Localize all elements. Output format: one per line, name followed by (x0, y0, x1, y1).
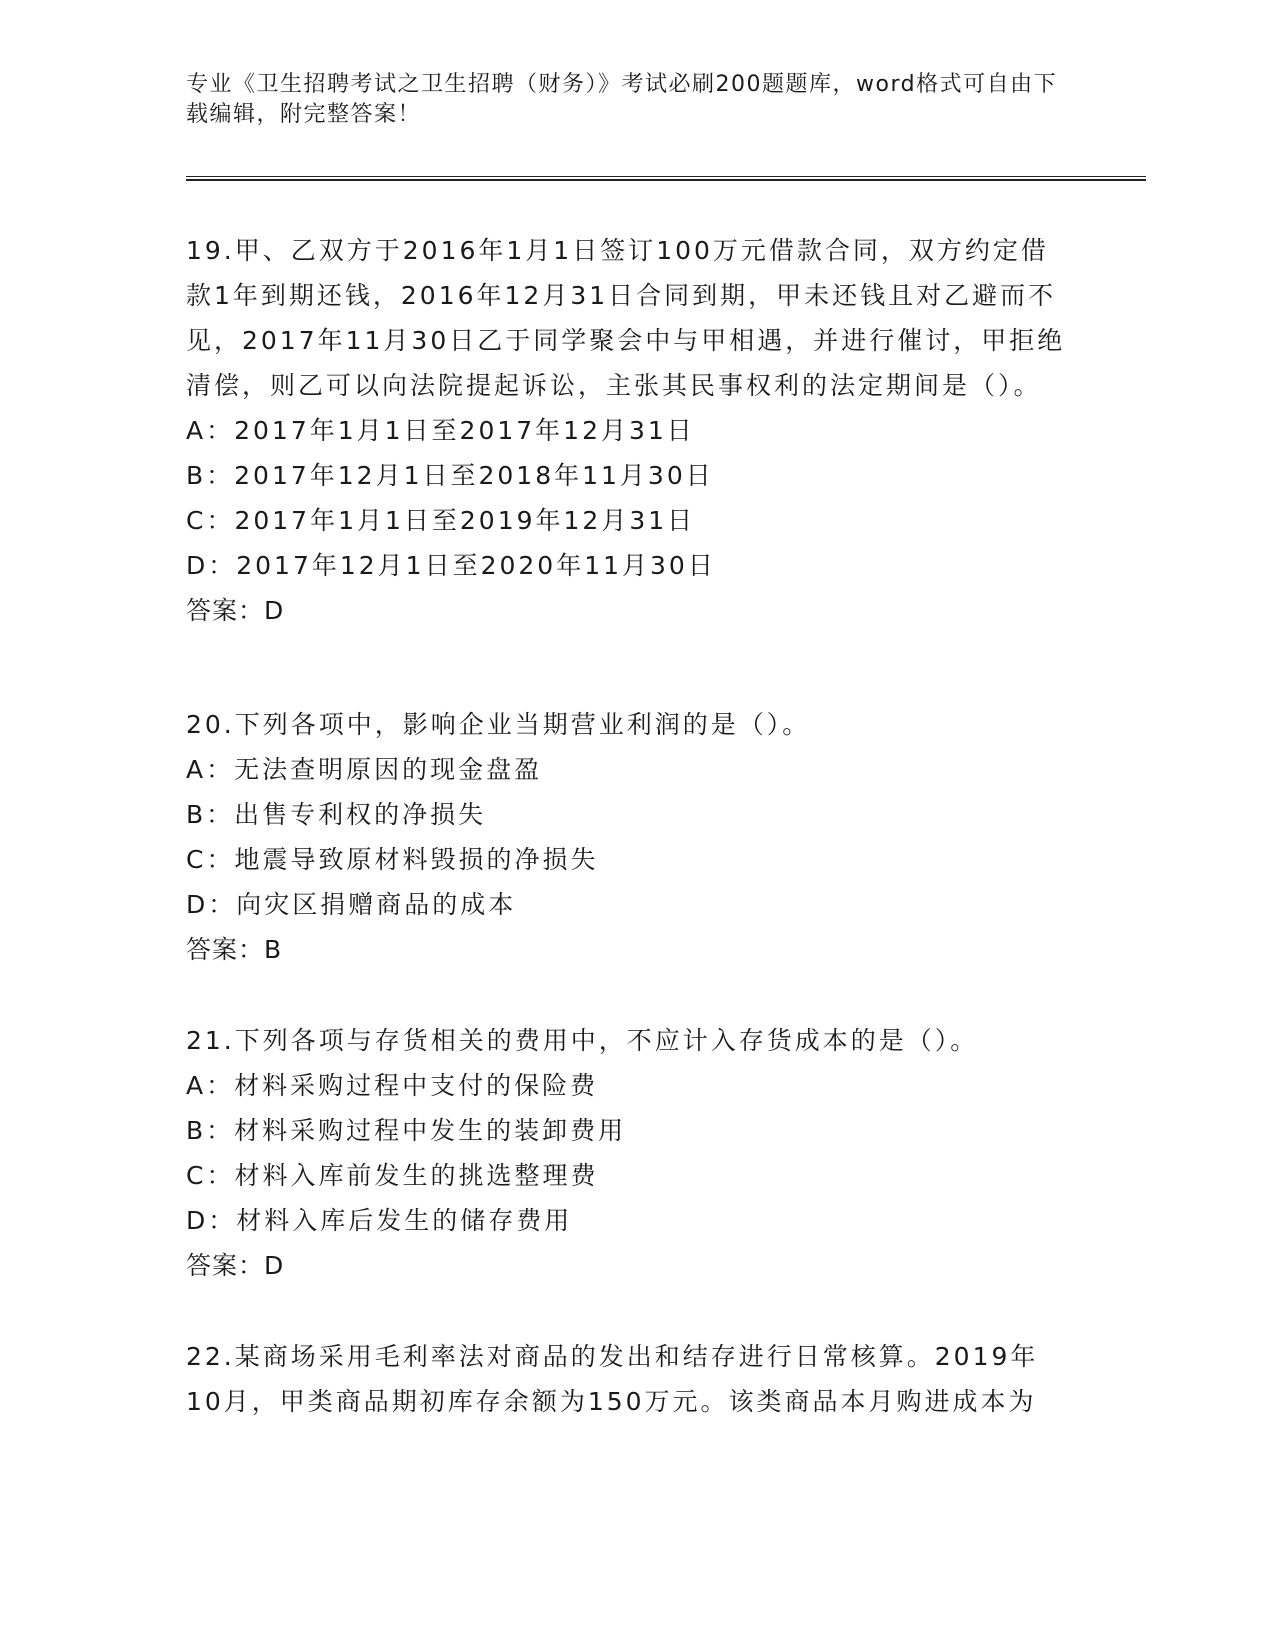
option-a: A：材料采购过程中支付的保险费 (186, 1071, 599, 1100)
header-divider (186, 176, 1146, 181)
document-header: 专业《卫生招聘考试之卫生招聘（财务）》考试必刷200题题库，word格式可自由下载编辑，附完整答案！ (186, 72, 1058, 127)
option-c: C：地震导致原材料毁损的净损失 (186, 845, 599, 874)
option-d: D：材料入库后发生的储存费用 (186, 1206, 573, 1235)
question-19 (186, 228, 1066, 633)
option-a: A：无法查明原因的现金盘盈 (186, 755, 543, 784)
question-stem: 22.某商场采用毛利率法对商品的发出和结存进行日常核算。2019年10月，甲类商品期初库存余额为150万元。该类商品本月购进成本为 (186, 1342, 1039, 1416)
option-b: B：出售专利权的净损失 (186, 800, 487, 829)
option-b: B：材料采购过程中发生的装卸费用 (186, 1116, 627, 1145)
question-21 (186, 1018, 1066, 1288)
question-22 (186, 1334, 1066, 1424)
question-stem: 19.甲、乙双方于2016年1月1日签订100万元借款合同，双方约定借款1年到期还钱，2016年12月31日合同到期，甲未还钱且对乙避而不见，2017年11月30日乙于同学聚会中与甲相遇，并进行催讨，甲拒绝清偿，则乙可以向法院提起诉讼，主张其民事权利的法定期间是（）。 (186, 236, 1066, 400)
question-20 (186, 702, 1066, 972)
question-stem: 21.下列各项与存货相关的费用中，不应计入存货成本的是（）。 (186, 1026, 979, 1055)
option-c: C：材料入库前发生的挑选整理费 (186, 1161, 599, 1190)
question-stem: 20.下列各项中，影响企业当期营业利润的是（）。 (186, 710, 811, 739)
option-b: B：2017年12月1日至2018年11月30日 (186, 461, 714, 490)
answer: 答案：D (186, 1251, 285, 1280)
answer: 答案：B (186, 935, 283, 964)
answer: 答案：D (186, 596, 285, 625)
option-a: A：2017年1月1日至2017年12月31日 (186, 416, 695, 445)
option-d: D：2017年12月1日至2020年11月30日 (186, 551, 716, 580)
option-c: C：2017年1月1日至2019年12月31日 (186, 506, 696, 535)
option-d: D：向灾区捐赠商品的成本 (186, 890, 517, 919)
